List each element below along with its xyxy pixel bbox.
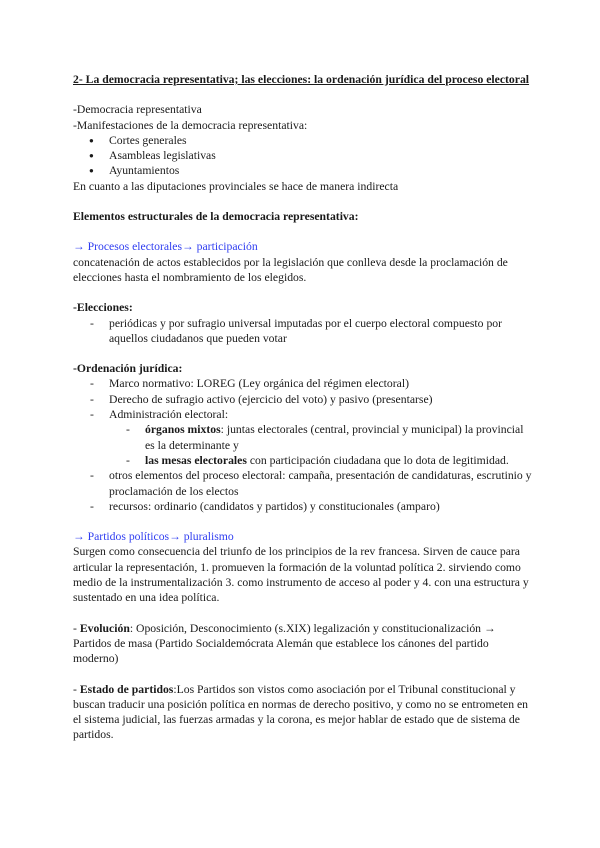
list-item: ● Ayuntamientos bbox=[73, 163, 533, 178]
elementos-heading: Elementos estructurales de la democracia representativa: bbox=[73, 210, 359, 224]
intro-line-2: -Manifestaciones de la democracia representativa: bbox=[73, 118, 308, 132]
list-item: - Derecho de sufragio activo (ejercicio del voto) y pasivo (presentarse) bbox=[73, 392, 533, 407]
list-item: ● Asambleas legislativas bbox=[73, 148, 533, 163]
list-item: - las mesas electorales con participación ciudadana que lo dota de legitimidad. bbox=[109, 453, 533, 468]
document-page bbox=[73, 72, 533, 743]
elecciones-heading: -Elecciones: bbox=[73, 301, 133, 315]
list-item: - recursos: ordinario (candidatos y partidos) y constitucionales (amparo) bbox=[73, 499, 533, 514]
intro-line-1: -Democracia representativa bbox=[73, 103, 202, 117]
list-item bbox=[73, 407, 533, 468]
ordenacion-list bbox=[73, 376, 533, 514]
admin-label: Administración electoral: bbox=[109, 408, 229, 422]
partidos-text: Surgen como consecuencia del triunfo de los principios de la rev francesa. Sirven de cauce para articular la representación, 1. promueven la formación de la voluntad política 2. sirviendo como medio de la instrumentalización 3. como instrumento de acceso al poder y 4. con una estructura y sustentado en una idea política. bbox=[73, 545, 529, 605]
admin-sublist bbox=[109, 422, 533, 468]
partidos-heading: → Partidos políticos→ pluralismo bbox=[73, 530, 234, 544]
section-title: 2- La democracia representativa; las elecciones: la ordenación jurídica del proceso electoral bbox=[73, 73, 530, 86]
list-item: - otros elementos del proceso electoral: campaña, presentación de candidaturas, escrutinio y proclamación de los electos bbox=[73, 468, 533, 499]
ordenacion-heading: -Ordenación jurídica: bbox=[73, 362, 183, 376]
diputaciones-note: En cuanto a las diputaciones provinciales se hace de manera indirecta bbox=[73, 179, 399, 193]
list-item: - periódicas y por sufragio universal imputadas por el cuerpo electoral compuesto por aquellos ciudadanos que pueden votar bbox=[73, 316, 533, 347]
estado-paragraph: - Estado de partidos:Los Partidos son vistos como asociación por el Tribunal constitucional y buscan traducir una posición política en normas de derecho positivo, y como no se entrometen en el sistema judicial, las fuerzas armadas y la corona, es mejor hablar de estado que de sistema de partidos. bbox=[73, 682, 529, 742]
list-item: ● Cortes generales bbox=[73, 133, 533, 148]
procesos-text: concatenación de actos establecidos por la legislación que conlleva desde la proclamación de elecciones hasta el nombramiento de los elegidos. bbox=[73, 255, 508, 284]
procesos-heading: → Procesos electorales→ participación bbox=[73, 240, 258, 254]
manifestations-list bbox=[73, 133, 533, 179]
evolucion-paragraph: - Evolución: Oposición, Desconocimiento (s.XIX) legalización y constitucionalización → Partidos de masa (Partido Socialdemócrata Alemán que establece los cánones del partido moderno) bbox=[73, 621, 496, 666]
list-item: - Marco normativo: LOREG (Ley orgánica del régimen electoral) bbox=[73, 376, 533, 391]
elecciones-list bbox=[73, 316, 533, 347]
list-item: - órganos mixtos: juntas electorales (central, provincial y municipal) la provincial es la determinante y bbox=[109, 422, 533, 453]
